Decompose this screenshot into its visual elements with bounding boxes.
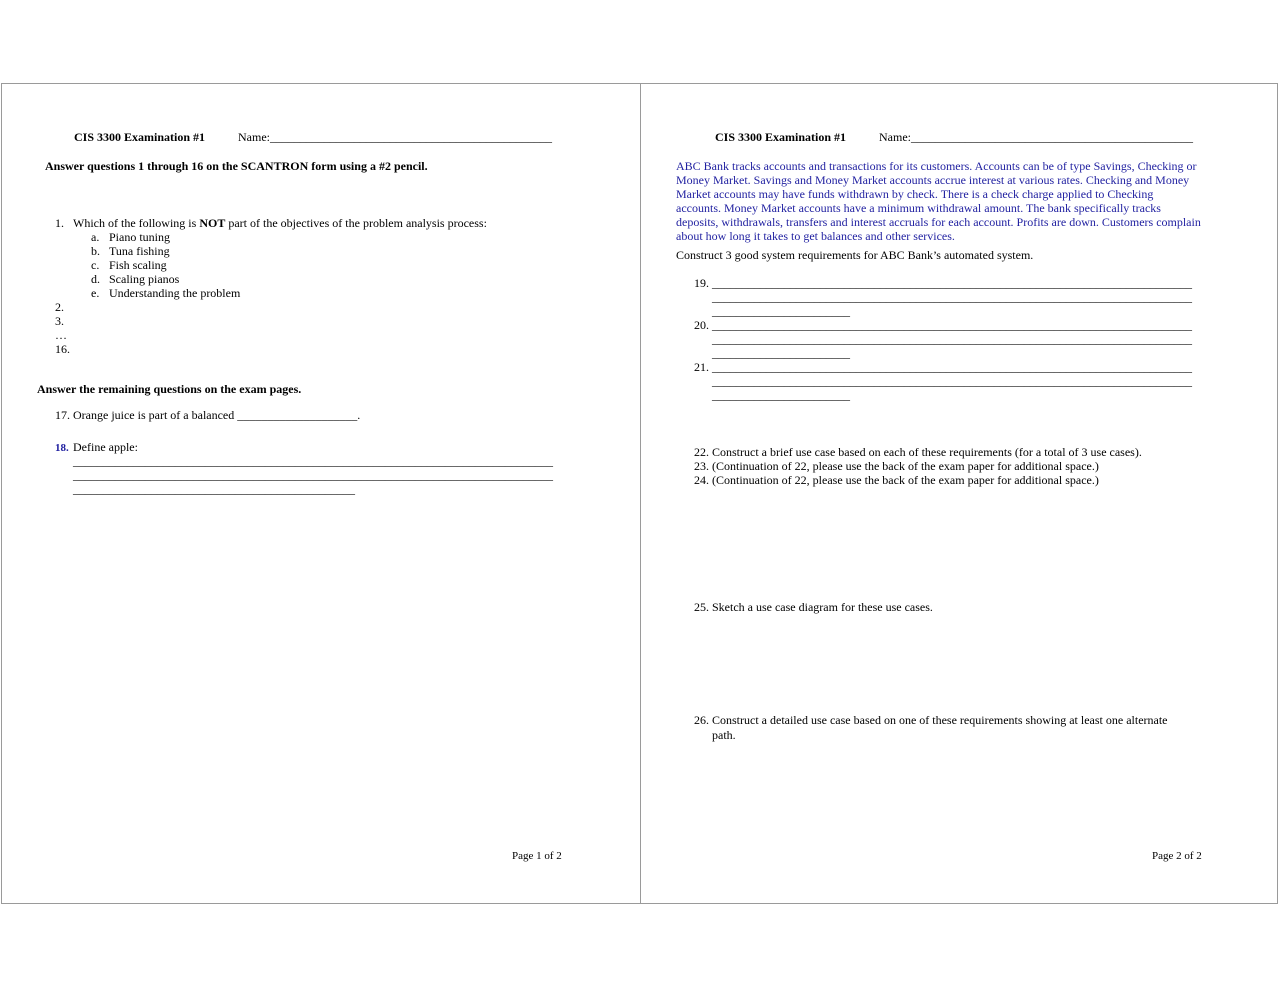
answer-line: ________________________________________________________________________________ bbox=[712, 290, 1192, 304]
page-title: CIS 3300 Examination #1 bbox=[74, 130, 206, 144]
exam-page-2 bbox=[640, 84, 1279, 903]
option-letter: c. bbox=[91, 258, 100, 272]
question-26: 26. Construct a detailed use case based on one of these requirements showing at least one alternate bbox=[694, 713, 1168, 727]
option-text: Understanding the problem bbox=[109, 286, 241, 300]
answer-line: ________________________________________________________________________________ bbox=[73, 468, 553, 482]
question-1-number: 1. bbox=[55, 216, 64, 230]
question-23: 23. (Continuation of 22, please use the back of the exam paper for additional space.) bbox=[694, 459, 1099, 473]
answer-line: ________________________________________________________________________________ bbox=[712, 332, 1192, 346]
question-1-text: Which of the following is NOT part of the objectives of the problem analysis process: bbox=[73, 216, 487, 230]
question-16-number: 16. bbox=[55, 342, 70, 356]
question-26-continued: path. bbox=[712, 728, 736, 742]
construct-requirements-prompt: Construct 3 good system requirements for ABC Bank’s automated system. bbox=[676, 248, 1034, 262]
answer-line: _______________________ bbox=[712, 388, 850, 402]
option-letter: e. bbox=[91, 286, 100, 300]
option-letter: b. bbox=[91, 244, 100, 258]
answer-line: ________________________________________________________________________________ bbox=[712, 276, 1192, 290]
question-2-number: 2. bbox=[55, 300, 64, 314]
answer-line: _______________________ bbox=[712, 346, 850, 360]
exam-document bbox=[1, 83, 1278, 904]
name-field: Name:_______________________________________________ bbox=[879, 130, 1193, 144]
bank-scenario-paragraph: ABC Bank tracks accounts and transactions for its customers. Accounts can be of type Savings, Checking or Money Market. Savings and Money Market accounts accrue interest at various rates. Checking and Money Market accounts may have funds withdrawn by check. There is a check charge applied to Checking accounts. Money Market accounts have a minimum withdrawal amount. The bank specifically tracks deposits, withdrawals, transfers and interest accruals for each account. Profits are down. Customers complain about how long it takes to get balances and other services. bbox=[676, 159, 1201, 243]
emphasis-not: NOT bbox=[199, 216, 226, 230]
ellipsis: … bbox=[55, 328, 67, 342]
page-number: Page 1 of 2 bbox=[512, 850, 562, 862]
question-19-number: 19. bbox=[694, 276, 709, 290]
remaining-questions-heading: Answer the remaining questions on the exam pages. bbox=[37, 382, 302, 396]
option-letter: a. bbox=[91, 230, 100, 244]
page-title: CIS 3300 Examination #1 bbox=[715, 130, 847, 144]
question-22: 22. Construct a brief use case based on each of these requirements (for a total of 3 use cases). bbox=[694, 445, 1142, 459]
question-24: 24. (Continuation of 22, please use the back of the exam paper for additional space.) bbox=[694, 473, 1099, 487]
question-20-number: 20. bbox=[694, 318, 709, 332]
answer-line: _______________________________________________ bbox=[73, 482, 355, 496]
option-text: Tuna fishing bbox=[109, 244, 170, 258]
option-text: Fish scaling bbox=[109, 258, 167, 272]
question-18-text: Define apple: bbox=[73, 440, 138, 454]
question-21-number: 21. bbox=[694, 360, 709, 374]
page-number: Page 2 of 2 bbox=[1152, 850, 1202, 862]
option-text: Piano tuning bbox=[109, 230, 171, 244]
answer-line: ________________________________________________________________________________ bbox=[712, 318, 1192, 332]
option-letter: d. bbox=[91, 272, 100, 286]
answer-line: ________________________________________________________________________________ bbox=[712, 360, 1192, 374]
option-text: Scaling pianos bbox=[109, 272, 180, 286]
question-18-number: 18. bbox=[55, 442, 69, 454]
scantron-instruction: Answer questions 1 through 16 on the SCANTRON form using a #2 pencil. bbox=[45, 159, 428, 173]
answer-line: _______________________ bbox=[712, 304, 850, 318]
exam-page-1 bbox=[2, 84, 640, 903]
answer-line: ________________________________________________________________________________ bbox=[73, 454, 553, 468]
answer-line: ________________________________________________________________________________ bbox=[712, 374, 1192, 388]
question-3-number: 3. bbox=[55, 314, 64, 328]
question-17: 17. Orange juice is part of a balanced ____________________. bbox=[55, 408, 361, 422]
name-field: Name:_______________________________________________ bbox=[238, 130, 552, 144]
question-25: 25. Sketch a use case diagram for these use cases. bbox=[694, 600, 933, 614]
